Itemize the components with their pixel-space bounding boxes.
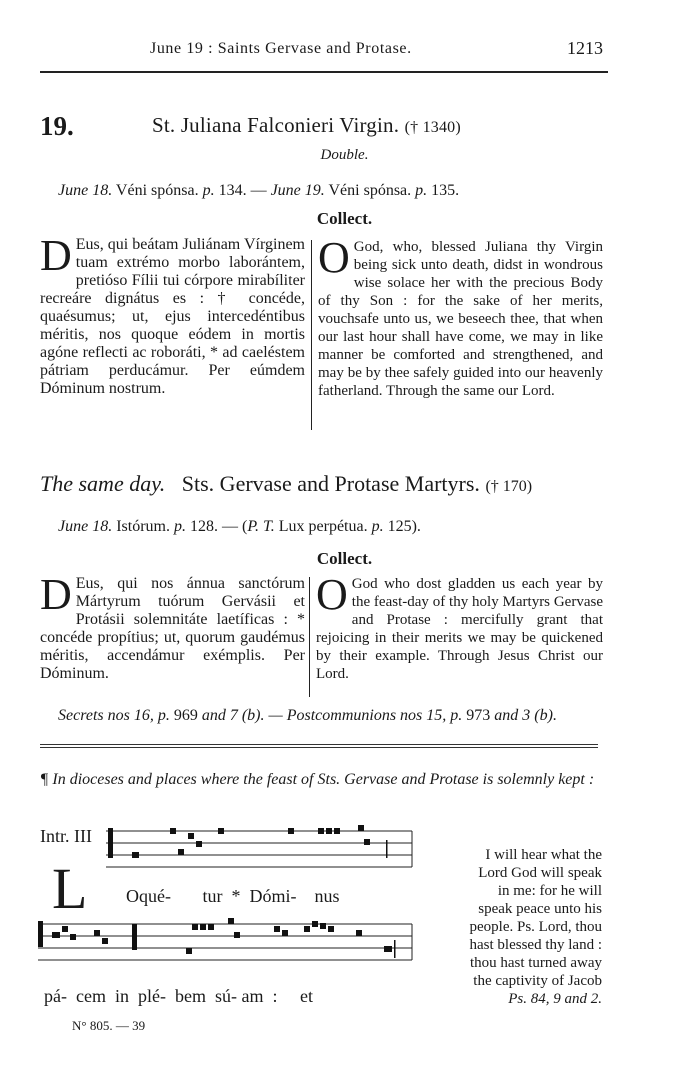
- feast2-english-text: God who dost gladden us each year by the feast-day of thy holy Martyrs Gervase and Protase : mercifully grant that rejoicing in their merits we may be quickened by their example. Through Jesus Christ our Lord.: [316, 576, 603, 682]
- feast1-latin-dropcap: D: [40, 231, 72, 280]
- psalm-reference: Ps. 84, 9 and 2.: [508, 991, 602, 1007]
- feast2-latin-dropcap: D: [40, 570, 72, 619]
- rubric: ¶ In dioceses and places where the feast of Sts. Gervase and Protase is solemnly kept :: [40, 771, 595, 788]
- syllable: cem: [75, 986, 106, 1006]
- ref2-p: p.: [415, 182, 428, 199]
- secrets-d: 973: [462, 707, 495, 724]
- syllable: et: [299, 986, 313, 1006]
- column-divider-2: [309, 577, 310, 697]
- ref2-text: Véni spónsa.: [324, 182, 416, 199]
- section-rule-2: [40, 747, 598, 748]
- f2-ref-p2: p.: [371, 518, 384, 535]
- ref2-page: 135.: [427, 182, 460, 199]
- syllable: Oqué-: [126, 886, 171, 906]
- syllable: plé-: [137, 986, 166, 1006]
- ref1-page: 134. —: [214, 182, 271, 199]
- ref1-text: Véni spónsa.: [112, 182, 203, 199]
- feast1-rank: Double.: [320, 147, 369, 163]
- feast2-latin-collect: [40, 570, 305, 683]
- feast1-english-text: God, who, blessed Juliana thy Virgin being sick unto death, didst in wondrous wise solace her with the precious Body of thy Son : for the sake of her merits, vouchsafe unto us, we beseech thee, that when our last hour shall have come, we may in like manner be comforted and strengthened, and may be by thee safely guided into our heavenly fatherland. Through the same our Lord.: [318, 239, 603, 399]
- f2-ref-date: June 18.: [58, 518, 113, 535]
- ref2-date: June 19.: [270, 182, 325, 199]
- secrets-c: and 7 (b). — Postcommunions nos 15, p.: [201, 707, 463, 724]
- feast1-title-text: St. Juliana Falconieri Virgin.: [152, 113, 400, 137]
- chant-staff-1: [100, 825, 420, 875]
- feast1-latin-collect: [40, 231, 305, 398]
- english-line: I will hear what the: [485, 847, 602, 863]
- feast2-latin-text: Eus, qui nos ánnua sanctórum Mártyrum tuórum Gervásii et Protásii solemnitáte laetíficas : * concéde propítius; ut, quorum gaudémus méritis, accendámur exémplis. Per Dóminum.: [40, 575, 305, 682]
- chant-staff-2: [36, 918, 420, 974]
- english-line: the captivity of Jacob: [473, 973, 602, 989]
- same-day-label: The same day.: [40, 471, 166, 496]
- feast1-english-collect: [318, 233, 603, 400]
- introit-initial: L: [52, 856, 88, 921]
- syllable: Dómi-: [249, 886, 297, 906]
- feast2-dagger-year: († 170): [485, 478, 533, 495]
- english-line: speak peace unto his: [478, 901, 602, 917]
- f2-ref-pt: P. T.: [247, 518, 275, 535]
- introit-english: [424, 846, 602, 1008]
- chant-lyrics-line1: [126, 886, 340, 907]
- syllable: *: [231, 886, 241, 906]
- secrets-postcommunions: [58, 707, 557, 725]
- running-title: June 19 : Saints Gervase and Protase.: [150, 40, 412, 57]
- section-rule: [40, 744, 598, 745]
- syllable: in: [114, 986, 129, 1006]
- header-rule: [40, 71, 608, 73]
- secrets-b: 969: [169, 707, 202, 724]
- feast1-references: [58, 182, 459, 200]
- f2-ref-page: 128. — (: [185, 518, 248, 535]
- english-line: thou hast turned away: [469, 955, 602, 971]
- english-line: people. Ps. Lord, thou: [469, 919, 602, 935]
- feast2-references: [58, 518, 421, 536]
- signature-footer: N° 805. — 39: [72, 1018, 146, 1033]
- syllable: nus: [314, 886, 340, 906]
- english-line: hast blessed thy land :: [469, 937, 602, 953]
- feast2-title: [40, 471, 532, 497]
- chant-lyrics-line2: [44, 986, 313, 1007]
- feast2-title-text: Sts. Gervase and Protase Martyrs.: [181, 471, 480, 496]
- ref1-p: p.: [202, 182, 215, 199]
- feast-day-number: 19.: [40, 111, 74, 141]
- syllable: bem: [174, 986, 206, 1006]
- feast1-dagger-year: († 1340): [404, 119, 461, 136]
- f2-ref-page2: 125).: [383, 518, 421, 535]
- syllable: pá-: [44, 986, 67, 1006]
- ref1-date: June 18.: [58, 182, 113, 199]
- feast2-english-collect: [316, 570, 603, 683]
- syllable: :: [272, 986, 278, 1006]
- secrets-a: Secrets nos 16, p.: [58, 707, 170, 724]
- introit-label: Intr. III: [40, 826, 92, 846]
- f2-ref-p: p.: [173, 518, 186, 535]
- f2-ref-text: Istórum.: [112, 518, 174, 535]
- column-divider: [311, 240, 312, 430]
- feast1-english-dropcap: O: [318, 233, 350, 282]
- feast2-english-dropcap: O: [316, 570, 348, 619]
- english-line: in me: for he will: [497, 883, 602, 899]
- secrets-e: and 3 (b).: [494, 707, 557, 724]
- page-number: 1213: [567, 38, 603, 58]
- feast1-collect-heading: Collect.: [316, 209, 373, 228]
- feast1-title: [152, 113, 461, 138]
- f2-ref-text2: Lux perpétua.: [274, 518, 372, 535]
- syllable: tur: [202, 886, 223, 906]
- feast1-latin-text: Eus, qui beátam Juliánam Vírginem tuam extrémo morbo laborántem, pretióso Fílii tui córpore mirabíliter recreáre dignátus es : † concéde, quaésumus; ut, ejus intercedéntibus méritis, nos quoque eódem in mortis agóne reflecti ac roboráti, * ad caeléstem pátriam perducámur. Per eúmdem Dóminum nostrum.: [40, 236, 305, 397]
- syllable: am: [241, 986, 264, 1006]
- feast2-collect-heading: Collect.: [316, 549, 373, 568]
- english-line: Lord God will speak: [478, 865, 602, 881]
- syllable: sú-: [214, 986, 237, 1006]
